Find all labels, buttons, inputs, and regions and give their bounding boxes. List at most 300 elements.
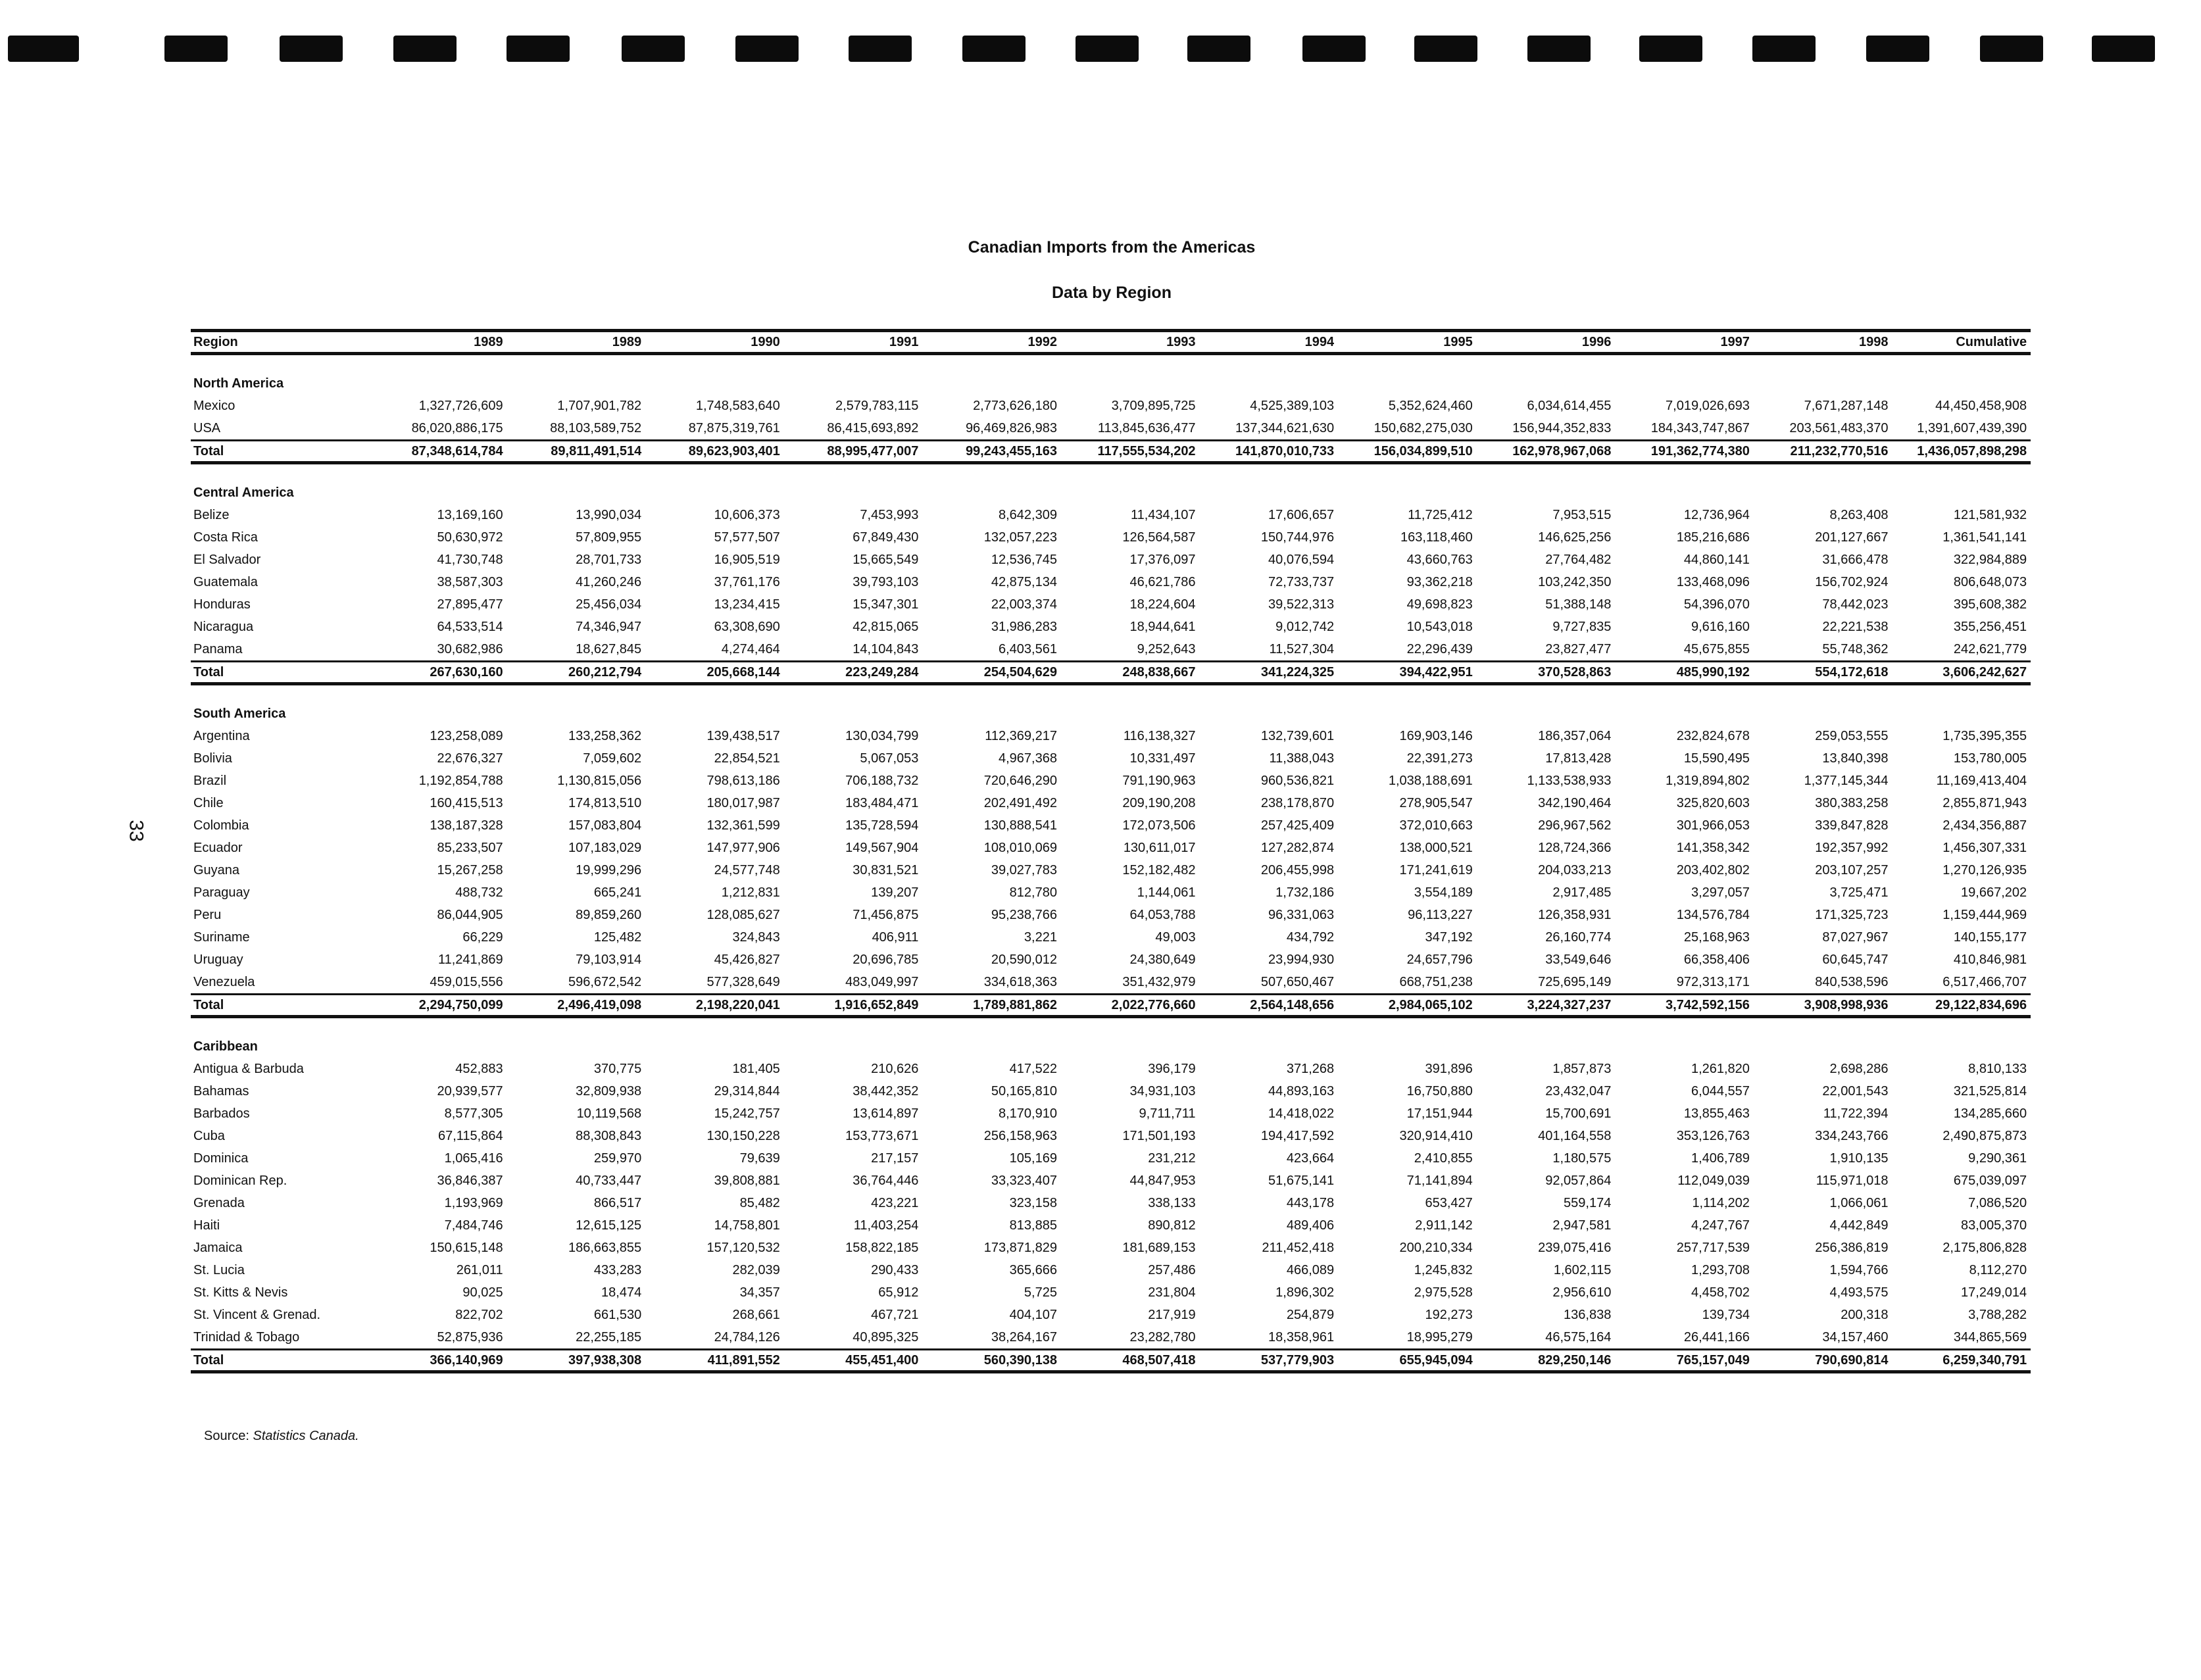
section-header-row [191,482,2031,504]
value-cell: 217,919 [1148,1307,1196,1322]
value-cell: 8,642,309 [998,507,1057,522]
value-cell: 2,490,875,873 [1942,1128,2027,1143]
table-row [191,725,2031,747]
value-cell: 13,840,398 [1822,751,1889,766]
section-header-row [191,372,2031,395]
table-row [191,1080,2031,1102]
region-cell: USA [193,420,221,435]
value-cell: 3,788,282 [1968,1307,2027,1322]
value-cell: 24,657,796 [1406,952,1473,967]
region-cell: Guyana [193,862,240,877]
value-cell: 46,621,786 [1129,574,1196,589]
value-cell: 44,893,163 [1268,1083,1335,1099]
value-cell: 1,133,538,933 [1527,773,1612,788]
section-name: North America [193,376,284,391]
value-cell: 6,517,466,707 [1942,974,2027,989]
value-cell: 467,721 [871,1307,919,1322]
value-cell: 86,020,886,175 [411,420,503,435]
value-cell: 231,212 [1148,1150,1196,1166]
value-cell: 200,318 [1841,1307,1889,1322]
value-cell: 577,328,649 [706,974,780,989]
edge-block [507,36,570,62]
value-cell: 123,258,089 [430,728,503,743]
value-cell: 203,107,257 [1815,862,1889,877]
value-cell: 2,698,286 [1829,1061,1889,1076]
value-cell: 321,525,814 [1953,1083,2027,1099]
edge-block [8,36,79,62]
column-header: 1997 [1720,334,1750,349]
region-cell: Suriname [193,929,250,945]
table-row [191,526,2031,549]
value-cell: 14,104,843 [853,641,919,656]
value-cell: 18,474 [601,1285,642,1300]
value-cell: 39,793,103 [853,574,919,589]
value-cell: 93,362,218 [1406,574,1473,589]
value-cell: 11,527,304 [1269,641,1335,656]
value-cell: 813,885 [1009,1218,1057,1233]
value-cell: 186,663,855 [568,1240,642,1255]
total-value-cell: 366,140,969 [368,1350,507,1372]
value-cell: 185,216,686 [1676,530,1750,545]
value-cell: 410,846,981 [1953,952,2027,967]
value-cell: 86,415,693,892 [827,420,919,435]
table-row [191,1058,2031,1080]
value-cell: 51,388,148 [1545,597,1612,612]
value-cell: 202,491,492 [983,795,1057,810]
total-value-cell: 3,224,327,237 [1477,995,1616,1017]
column-header: 1995 [1443,334,1473,349]
region-cell: St. Vincent & Grenad. [193,1307,321,1322]
value-cell: 55,748,362 [1822,641,1889,656]
value-cell: 71,141,894 [1406,1173,1473,1188]
column-header: 1991 [889,334,919,349]
value-cell: 257,486 [1148,1262,1196,1277]
value-cell: 150,682,275,030 [1373,420,1473,435]
value-cell: 22,391,273 [1406,751,1473,766]
value-cell: 268,661 [732,1307,780,1322]
value-cell: 1,261,820 [1691,1061,1750,1076]
value-cell: 1,361,541,141 [1942,530,2027,545]
value-cell: 822,702 [455,1307,503,1322]
region-cell: Mexico [193,398,235,413]
value-cell: 40,895,325 [853,1329,919,1345]
value-cell: 24,784,126 [714,1329,780,1345]
value-cell: 171,325,723 [1815,907,1889,922]
total-value-cell: 191,362,774,380 [1615,441,1754,463]
value-cell: 153,773,671 [845,1128,919,1143]
total-value-cell: 141,870,010,733 [1200,441,1339,463]
value-cell: 706,188,732 [845,773,919,788]
value-cell: 344,865,569 [1953,1329,2027,1345]
value-cell: 1,159,444,969 [1942,907,2027,922]
value-cell: 96,331,063 [1268,907,1335,922]
value-cell: 39,027,783 [991,862,1057,877]
value-cell: 139,734 [1702,1307,1750,1322]
table-row [191,417,2031,441]
value-cell: 7,086,520 [1968,1195,2027,1210]
value-cell: 488,732 [455,885,503,900]
table-row [191,792,2031,814]
column-header: 1989 [612,334,642,349]
edge-block [1187,36,1250,62]
value-cell: 1,602,115 [1553,1262,1612,1277]
value-cell: 668,751,238 [1399,974,1473,989]
table-row [191,971,2031,995]
value-cell: 370,775 [593,1061,642,1076]
value-cell: 320,914,410 [1399,1128,1473,1143]
table-row [191,638,2031,662]
value-cell: 133,468,096 [1676,574,1750,589]
value-cell: 36,846,387 [437,1173,503,1188]
value-cell: 1,327,726,609 [418,398,503,413]
value-cell: 725,695,149 [1538,974,1612,989]
value-cell: 365,666 [1009,1262,1057,1277]
value-cell: 160,415,513 [430,795,503,810]
value-cell: 10,331,497 [1129,751,1196,766]
value-cell: 8,810,133 [1968,1061,2027,1076]
value-cell: 64,533,514 [437,619,503,634]
value-cell: 11,388,043 [1269,751,1335,766]
value-cell: 186,357,064 [1538,728,1612,743]
value-cell: 256,158,963 [983,1128,1057,1143]
column-header-region: Region [193,334,238,349]
value-cell: 1,212,831 [721,885,780,900]
value-cell: 12,536,745 [991,552,1057,567]
value-cell: 1,456,307,331 [1942,840,2027,855]
value-cell: 137,344,621,630 [1235,420,1335,435]
value-cell: 347,192 [1425,929,1473,945]
value-cell: 371,268 [1286,1061,1335,1076]
value-cell: 25,456,034 [576,597,642,612]
value-cell: 32,809,938 [576,1083,642,1099]
region-cell: Cuba [193,1128,225,1143]
total-value-cell: 765,157,049 [1615,1350,1754,1372]
region-cell: Peru [193,907,222,922]
region-cell: Grenada [193,1195,245,1210]
total-row [191,1350,2031,1372]
value-cell: 3,709,895,725 [1111,398,1196,413]
table-row [191,504,2031,526]
value-cell: 150,615,148 [430,1240,503,1255]
value-cell: 184,343,747,867 [1650,420,1750,435]
value-cell: 339,847,828 [1815,818,1889,833]
region-cell: Chile [193,795,224,810]
document-subtitle: Data by Region [1052,284,1172,302]
edge-block [1076,36,1139,62]
value-cell: 11,241,869 [437,952,503,967]
value-cell: 24,577,748 [714,862,780,877]
value-cell: 95,238,766 [991,907,1057,922]
table-row [191,1326,2031,1350]
value-cell: 1,130,815,056 [557,773,642,788]
value-cell: 46,575,164 [1545,1329,1612,1345]
value-cell: 206,455,998 [1260,862,1335,877]
total-value-cell: 1,789,881,862 [922,995,1061,1017]
region-cell: St. Lucia [193,1262,245,1277]
value-cell: 2,410,855 [1414,1150,1473,1166]
total-value-cell: 89,623,903,401 [645,441,784,463]
value-cell: 126,564,587 [1122,530,1196,545]
total-value-cell: 162,978,967,068 [1477,441,1616,463]
section-header-row [191,1035,2031,1058]
value-cell: 44,450,458,908 [1935,398,2027,413]
value-cell: 44,860,141 [1683,552,1750,567]
value-cell: 3,725,471 [1829,885,1889,900]
edge-block [1527,36,1591,62]
value-cell: 7,019,026,693 [1666,398,1750,413]
total-value-cell: 2,496,419,098 [507,995,646,1017]
value-cell: 1,896,302 [1275,1285,1335,1300]
value-cell: 33,549,646 [1545,952,1612,967]
value-cell: 4,442,849 [1829,1218,1889,1233]
region-cell: Dominica [193,1150,249,1166]
edge-block [962,36,1026,62]
value-cell: 19,999,296 [576,862,642,877]
value-cell: 141,358,342 [1676,840,1750,855]
column-header: 1996 [1581,334,1612,349]
region-cell: Jamaica [193,1240,243,1255]
spacer-row [191,463,2031,482]
value-cell: 130,888,541 [983,818,1057,833]
value-cell: 15,242,757 [714,1106,780,1121]
value-cell: 665,241 [593,885,642,900]
value-cell: 2,975,528 [1414,1285,1473,1300]
value-cell: 9,727,835 [1552,619,1612,634]
column-header: 1998 [1859,334,1889,349]
value-cell: 181,689,153 [1122,1240,1196,1255]
value-cell: 210,626 [871,1061,919,1076]
value-cell: 380,383,258 [1815,795,1889,810]
value-cell: 259,970 [593,1150,642,1166]
value-cell: 139,207 [871,885,919,900]
total-value-cell: 394,422,951 [1338,662,1477,684]
value-cell: 78,442,023 [1822,597,1889,612]
value-cell: 88,308,843 [576,1128,642,1143]
edge-block [1866,36,1929,62]
value-cell: 85,482 [739,1195,780,1210]
value-cell: 180,017,987 [706,795,780,810]
value-cell: 87,027,967 [1822,929,1889,945]
region-cell: Nicaragua [193,619,254,634]
value-cell: 20,939,577 [437,1083,503,1099]
value-cell: 116,138,327 [1123,728,1196,743]
value-cell: 24,380,649 [1129,952,1196,967]
value-cell: 231,804 [1148,1285,1196,1300]
table-header-row [191,331,2031,354]
region-cell: Dominican Rep. [193,1173,287,1188]
table-row [191,949,2031,971]
total-value-cell: 2,564,148,656 [1200,995,1339,1017]
edge-block [280,36,343,62]
value-cell: 67,115,864 [437,1128,503,1143]
value-cell: 85,233,507 [437,840,503,855]
value-cell: 466,089 [1286,1262,1335,1277]
total-value-cell: 6,259,340,791 [1892,1350,2031,1372]
value-cell: 259,053,555 [1815,728,1889,743]
region-cell: Trinidad & Tobago [193,1329,300,1345]
value-cell: 201,127,667 [1815,530,1889,545]
value-cell: 254,879 [1286,1307,1335,1322]
value-cell: 13,234,415 [714,597,780,612]
value-cell: 112,369,217 [985,728,1057,743]
value-cell: 1,748,583,640 [695,398,780,413]
value-cell: 181,405 [732,1061,780,1076]
value-cell: 105,169 [1009,1150,1057,1166]
value-cell: 17,249,014 [1961,1285,2027,1300]
value-cell: 2,175,806,828 [1942,1240,2027,1255]
value-cell: 157,120,532 [706,1240,780,1255]
value-cell: 17,151,944 [1406,1106,1473,1121]
value-cell: 23,432,047 [1545,1083,1612,1099]
table-row [191,1147,2031,1170]
value-cell: 404,107 [1009,1307,1057,1322]
page-number: 33 [125,820,147,842]
value-cell: 396,179 [1148,1061,1196,1076]
total-value-cell: 223,249,284 [784,662,923,684]
column-header: 1992 [1027,334,1057,349]
value-cell: 353,126,763 [1676,1128,1750,1143]
value-cell: 130,034,799 [845,728,919,743]
value-cell: 9,252,643 [1137,641,1196,656]
value-cell: 1,857,873 [1552,1061,1612,1076]
value-cell: 17,813,428 [1545,751,1612,766]
value-cell: 7,059,602 [583,751,642,766]
region-cell: Honduras [193,597,251,612]
edge-block [1980,36,2043,62]
value-cell: 406,911 [872,929,919,945]
value-cell: 51,675,141 [1268,1173,1335,1188]
value-cell: 41,260,246 [576,574,642,589]
value-cell: 134,576,784 [1676,907,1750,922]
value-cell: 18,358,961 [1268,1329,1335,1345]
value-cell: 171,501,193 [1122,1128,1196,1143]
value-cell: 130,611,017 [1123,840,1196,855]
value-cell: 2,434,356,887 [1942,818,2027,833]
value-cell: 11,169,413,404 [1936,773,2027,788]
value-cell: 401,164,558 [1538,1128,1612,1143]
value-cell: 22,854,521 [714,751,780,766]
value-cell: 1,406,789 [1691,1150,1750,1166]
table-row [191,747,2031,770]
edge-block [1639,36,1702,62]
value-cell: 507,650,467 [1260,974,1335,989]
region-cell: El Salvador [193,552,261,567]
value-cell: 66,229 [462,929,503,945]
value-cell: 334,618,363 [983,974,1057,989]
spacer-row [191,684,2031,703]
column-header: Cumulative [1956,334,2027,349]
value-cell: 459,015,556 [430,974,503,989]
value-cell: 72,733,737 [1268,574,1335,589]
value-cell: 423,664 [1286,1150,1335,1166]
value-cell: 172,073,506 [1122,818,1196,833]
value-cell: 8,112,270 [1969,1262,2027,1277]
value-cell: 113,845,636,477 [1097,420,1196,435]
value-cell: 257,717,539 [1676,1240,1750,1255]
value-cell: 54,396,070 [1683,597,1750,612]
total-value-cell: 117,555,534,202 [1061,441,1200,463]
total-value-cell: 88,995,477,007 [784,441,923,463]
value-cell: 16,750,880 [1406,1083,1473,1099]
value-cell: 15,267,258 [437,862,503,877]
total-label: Total [191,1350,368,1372]
region-cell: Colombia [193,818,249,833]
edge-block [735,36,799,62]
value-cell: 79,639 [739,1150,780,1166]
value-cell: 88,103,589,752 [550,420,642,435]
value-cell: 324,843 [732,929,780,945]
edge-block [2092,36,2155,62]
table-row [191,395,2031,417]
value-cell: 39,522,313 [1268,597,1335,612]
value-cell: 14,418,022 [1268,1106,1335,1121]
edge-block [393,36,457,62]
value-cell: 41,730,748 [437,552,503,567]
total-value-cell: 2,022,776,660 [1061,995,1200,1017]
value-cell: 203,561,483,370 [1789,420,1889,435]
value-cell: 323,158 [1009,1195,1057,1210]
total-row [191,441,2031,463]
value-cell: 79,103,914 [576,952,642,967]
value-cell: 121,581,932 [1953,507,2027,522]
total-value-cell: 3,742,592,156 [1615,995,1754,1017]
column-header: 1993 [1166,334,1196,349]
value-cell: 443,178 [1286,1195,1335,1210]
value-cell: 156,702,924 [1815,574,1889,589]
value-cell: 301,966,053 [1676,818,1750,833]
value-cell: 238,178,870 [1260,795,1335,810]
value-cell: 23,282,780 [1129,1329,1196,1345]
table-row [191,1102,2031,1125]
value-cell: 132,739,601 [1260,728,1335,743]
value-cell: 1,245,832 [1414,1262,1473,1277]
value-cell: 1,594,766 [1829,1262,1889,1277]
value-cell: 960,536,821 [1260,773,1335,788]
value-cell: 296,967,562 [1538,818,1612,833]
value-cell: 20,696,785 [853,952,919,967]
value-cell: 171,241,619 [1399,862,1473,877]
value-cell: 8,263,408 [1829,507,1889,522]
region-cell: Paraguay [193,885,250,900]
table-row [191,1304,2031,1326]
section-header-row [191,703,2031,725]
value-cell: 209,190,208 [1122,795,1196,810]
value-cell: 23,994,930 [1268,952,1335,967]
value-cell: 200,210,334 [1399,1240,1473,1255]
table-row [191,1281,2031,1304]
value-cell: 4,967,368 [998,751,1057,766]
total-value-cell: 829,250,146 [1477,1350,1616,1372]
value-cell: 2,773,626,180 [973,398,1057,413]
edge-block [1302,36,1366,62]
value-cell: 4,274,464 [721,641,780,656]
value-cell: 7,671,287,148 [1804,398,1889,413]
total-value-cell: 260,212,794 [507,662,646,684]
value-cell: 322,984,889 [1953,552,2027,567]
value-cell: 57,577,507 [714,530,780,545]
value-cell: 6,403,561 [998,641,1057,656]
value-cell: 17,606,657 [1268,507,1335,522]
total-value-cell: 455,451,400 [784,1350,923,1372]
value-cell: 49,698,823 [1406,597,1473,612]
value-cell: 10,543,018 [1406,619,1473,634]
table-row [191,859,2031,881]
region-cell: Guatemala [193,574,258,589]
value-cell: 26,160,774 [1545,929,1612,945]
value-cell: 103,242,350 [1538,574,1612,589]
total-value-cell: 370,528,863 [1477,662,1616,684]
value-cell: 22,255,185 [576,1329,642,1345]
